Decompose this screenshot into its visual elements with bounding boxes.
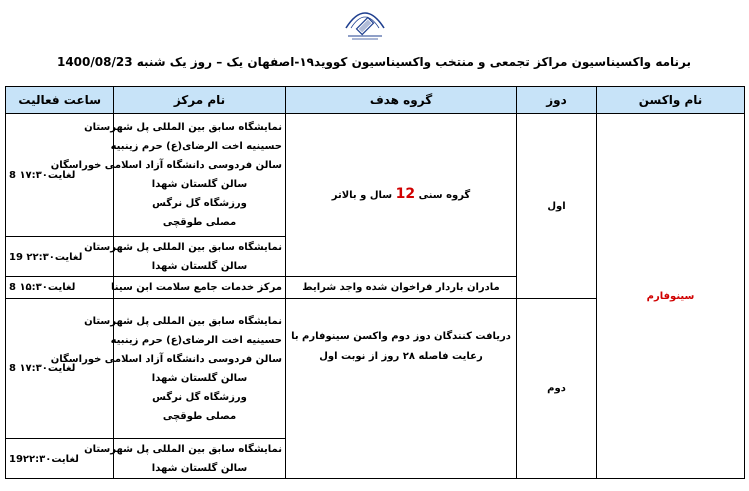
header-dose: دوز xyxy=(517,87,597,114)
target-prefix: گروه سنی xyxy=(418,190,471,201)
center-name: مصلی طوقچی xyxy=(162,217,237,228)
header-center: نام مرکز xyxy=(114,87,286,114)
dose1-pregnant-target: مادران باردار فراخوان شده واجد شرایط xyxy=(286,277,517,299)
header-vaccine: نام واکسن xyxy=(597,87,745,114)
center-name: سالن گلستان شهدا xyxy=(151,179,248,190)
center-name: سالن گلستان شهدا xyxy=(151,462,248,474)
center-name: نمایشگاه سابق بین المللی پل شهرستان xyxy=(84,443,282,455)
table-row xyxy=(6,114,745,237)
dose1-target-group xyxy=(286,114,517,277)
center-name: حسینیه اخت الرضای(ع) حرم زینبیه xyxy=(110,141,282,152)
center-name: سالن گلستان شهدا xyxy=(151,260,248,272)
dose1-block3-time: 8 لغایت۱۵:۳۰ xyxy=(6,277,114,299)
center-name: سالن فردوسی دانشگاه آزاد اسلامی خوراسگان xyxy=(50,353,282,365)
dose2-target-group xyxy=(286,299,517,479)
dose1-block1-time: 8 لغایت۱۷:۳۰ xyxy=(6,114,114,237)
dose2-label: دوم xyxy=(517,299,597,479)
header-activity-hours: ساعت فعالیت xyxy=(6,87,114,114)
dose2-target-line2: رعایت فاصله ۲۸ روز از نوبت اول xyxy=(319,351,483,362)
center-name: نمایشگاه سابق بین المللی پل شهرستان xyxy=(84,241,282,253)
header-row xyxy=(6,87,745,114)
center-name: سالن گلستان شهدا xyxy=(151,372,248,384)
center-name: ورزشگاه گل نرگس xyxy=(152,198,247,209)
dose2-block1-time: 8 لغایت۱۷:۳۰ xyxy=(6,299,114,439)
dose2-block2-centers xyxy=(84,439,286,479)
university-logo xyxy=(342,4,388,44)
dose1-block3-centers xyxy=(111,277,286,299)
dose1-block2-time: 19 لغایت۲۲:۳۰ xyxy=(6,237,114,277)
vaccine-name: سینوفارم xyxy=(597,114,745,479)
center-name: سالن فردوسی دانشگاه آزاد اسلامی خوراسگان xyxy=(50,160,282,171)
center-name: ورزشگاه گل نرگس xyxy=(152,391,247,403)
dose1-block2-centers xyxy=(84,237,286,277)
center-name: حسینیه اخت الرضای(ع) حرم زینبیه xyxy=(110,334,282,346)
center-name: نمایشگاه سابق بین المللی پل شهرستان xyxy=(84,122,282,133)
page-title: برنامه واکسیناسیون مراکز تجمعی و منتخب واکسیناسیون کووید۱۹-اصفهان یک – روز یک شنبه 1400/08/23 xyxy=(56,55,692,69)
header-target-group: گروه هدف xyxy=(286,87,517,114)
dose2-block1-centers xyxy=(50,299,286,439)
dose2-block2-time: 19لغایت۲۲:۳۰ xyxy=(6,439,114,479)
dose2-target-line1: دریافت کنندگان دوز دوم واکسن سینوفارم با xyxy=(291,331,511,342)
target-age: 12 xyxy=(395,186,416,202)
schedule-table xyxy=(5,86,745,479)
dose1-label: اول xyxy=(517,114,597,299)
target-suffix: سال و بالاتر xyxy=(331,190,393,201)
center-name: نمایشگاه سابق بین المللی پل شهرستان xyxy=(84,315,282,327)
dose1-block1-centers xyxy=(50,114,286,237)
center-name: مرکز خدمات جامع سلامت ابن سینا xyxy=(111,282,282,293)
center-name: مصلی طوقچی xyxy=(162,410,237,422)
